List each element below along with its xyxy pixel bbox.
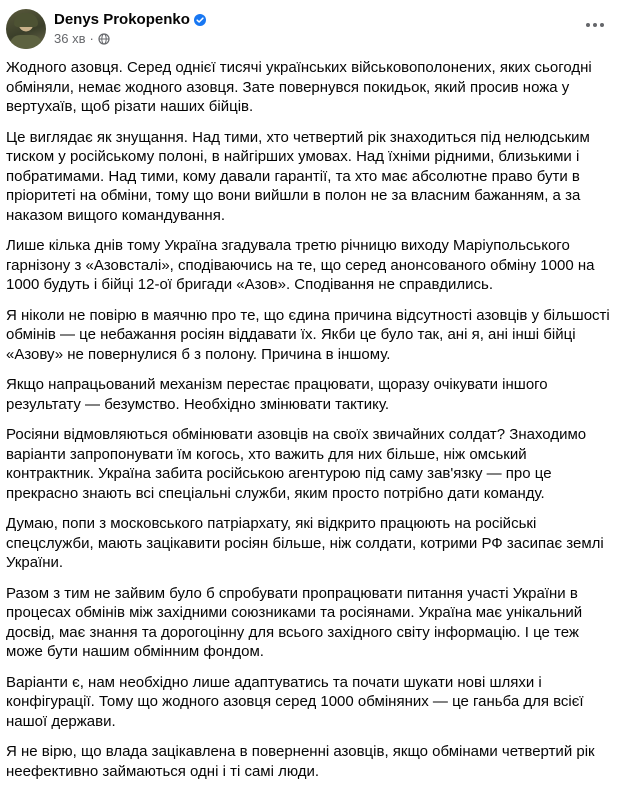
post-timestamp[interactable]: 36 хв (54, 31, 86, 46)
post-paragraph: Жодного азовця. Серед однієї тисячі українських військовополонених, яких сьогодні обміняли, немає жодного азовця. Зате повернувся покидьок, який просив ножа у вертухаїв, щоб різати наших бійців. (6, 59, 592, 115)
post-header (6, 9, 621, 49)
globe-icon[interactable] (98, 33, 110, 45)
author-name-row (54, 11, 206, 28)
meta-separator: · (89, 31, 94, 46)
post-paragraph: Варіанти є, нам необхідно лише адаптуватись та почати шукати нові шляхи і конфігурації. Тому що жодного азовця серед 1000 обміняних — це ганьба для всієї нашої держави. (6, 673, 584, 730)
post-paragraph: Я не вірю, що влада зацікавлена в поверненні азовців, якщо обмінами четвертий рік неефективно займаються одні і ті самі люди. (6, 743, 595, 780)
avatar-body (10, 35, 42, 49)
post-paragraph: Разом з тим не зайвим було б спробувати пропрацювати питання участі України в процесах обмінів між західними союзниками та росіянами. Україна має унікальний досвід, має знання та дорогоцінну для всього західного світу інформацію. І це теж може бути нашим обмінним фондом. (6, 584, 583, 660)
author-name[interactable]: Denys Prokopenko (54, 11, 190, 28)
post-paragraph: Росіяни відмовляються обмінювати азовців на своїх звичайних солдат? Знаходимо варіанти запропонувати їм когось, хто важить для них більше, ніж омський контрактник. Україна забита російською агентурою під саму зав'язку — про це прекрасно знають всі спеціальні служби, яким просто потрібно дати команду. (6, 426, 587, 502)
post-paragraph: Якщо напрацьований механізм перестає працювати, щоразу очікувати іншого результату — безумство. Необхідно змінювати тактику. (6, 376, 548, 413)
post-paragraph: Лише кілька днів тому Україна згадувала третю річницю виходу Маріупольського гарнізону з «Азовсталі», сподіваючись на те, що серед анонсованого обміну 1000 на 1000 будуть і бійці 12-ої бригади «Азов». Сподівання не справдились. (6, 237, 595, 293)
avatar-helmet (14, 13, 38, 27)
post-paragraph: Думаю, попи з московського патріархату, які відкрито працюють на російські спецслужби, мають зацікавити росіян більше, ніж солдати, котрими РФ засипає землі України. (6, 515, 604, 571)
post-paragraph: Це виглядає як знущання. Над тими, хто четвертий рік знаходиться під нелюдським тиском у російському полоні, в найгірших умовах. Над їхніми рідними, близькими і побратимами. Над тими, кому давали гарантії, та хто має абсолютне право бути в пріоритеті на обміни, тому що вони вийшли в полон не за власним бажанням, а за наказом вищого командування. (6, 128, 590, 224)
post-meta (54, 31, 110, 46)
post-text (6, 58, 610, 792)
author-avatar[interactable] (6, 9, 46, 49)
post-paragraph: Я ніколи не повірю в маячню про те, що єдина причина відсутності азовців у більшості обмінів — це небажання росіян віддавати їх. Якби це було так, ані я, ані інші бійці «Азову» не повернулися б з полону. Причина в іншому. (6, 306, 610, 363)
verified-badge-icon (194, 14, 206, 26)
more-options-icon[interactable] (583, 13, 607, 37)
